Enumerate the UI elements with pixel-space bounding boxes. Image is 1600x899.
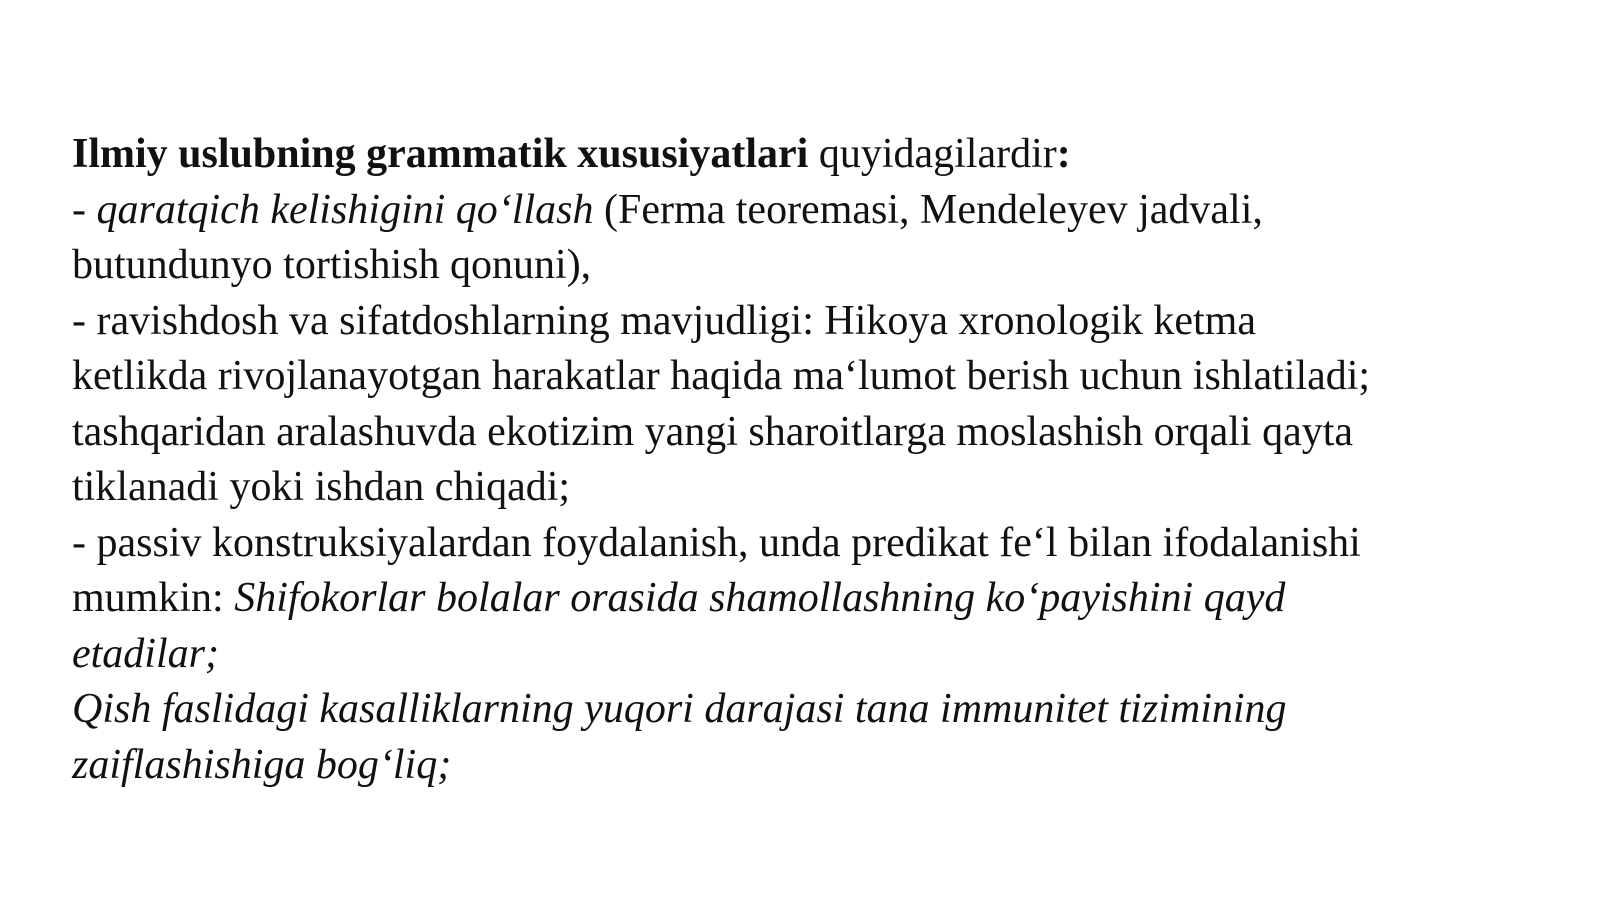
item3-line3: etadilar; xyxy=(72,630,219,677)
item2-line1: - ravishdosh va sifatdoshlarning mavjudligi: Hikoya xronologik ketma xyxy=(72,297,1256,344)
item1-line2: butundunyo tortishish qonuni), xyxy=(72,242,592,288)
item2-line3: tashqaridan aralashuvda ekotizim yangi sharoitlarga moslashish orqali qayta xyxy=(72,408,1354,455)
example2-line1: Qish faslidagi kasalliklarning yuqori darajasi tana immunitet tizimining xyxy=(72,686,1287,732)
item1-italic: qaratqich kelishigini qo‘llash xyxy=(96,186,594,233)
item3-line2-italic: Shifokorlar bolalar orasida shamollashning ko‘payishini qayd xyxy=(234,575,1286,621)
item2-line4: tiklanadi yoki ishdan chiqadi; xyxy=(72,464,571,510)
item1-line1 xyxy=(72,183,1572,239)
item1-dash: - xyxy=(72,186,97,233)
slide-text-body xyxy=(72,127,1572,793)
item3-line1: - passiv konstruksiyalardan foydalanish, unda predikat fe‘l bilan ifodalanishi xyxy=(72,519,1361,566)
item2-line2: ketlikda rivojlanayotgan harakatlar haqida ma‘lumot berish uchun ishlatiladi; xyxy=(72,353,1371,399)
heading-colon: : xyxy=(1056,131,1071,177)
heading-regular: quyidagilardir xyxy=(808,131,1057,177)
heading-bold: Ilmiy uslubning grammatik xususiyatlari xyxy=(72,131,809,177)
item1-rest: (Ferma teoremasi, Mendeleyev jadvali, xyxy=(593,186,1263,233)
item3-line2-regular: mumkin: xyxy=(72,575,235,621)
item3-line2 xyxy=(72,571,1572,627)
heading-line xyxy=(72,127,1572,183)
example2-line2: zaiflashishiga bog‘liq; xyxy=(72,741,452,788)
